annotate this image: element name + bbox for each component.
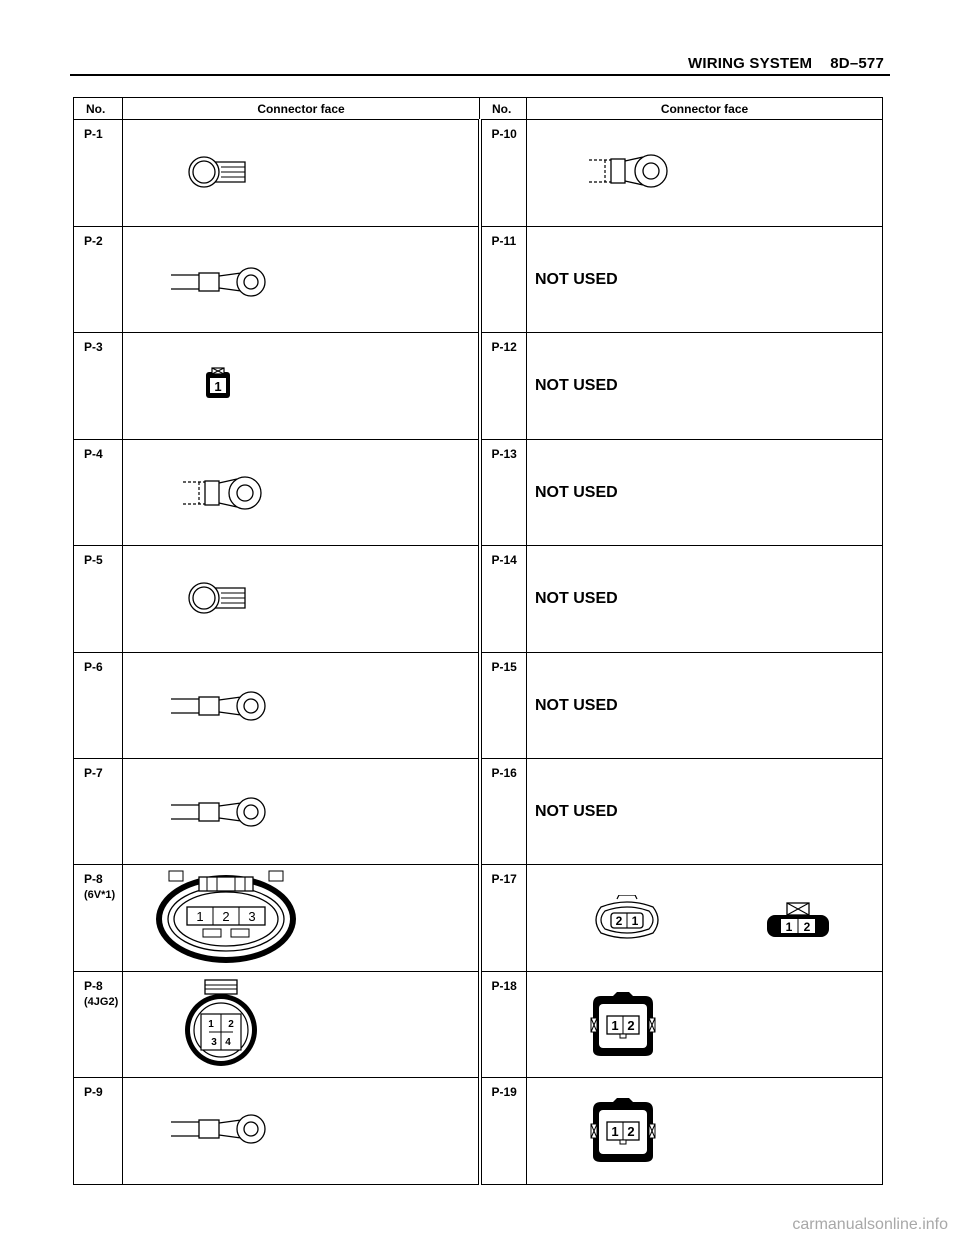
connector-id: P-11 (491, 233, 517, 248)
connector-id: P-1 (84, 127, 103, 142)
connector-id: P-14 (491, 553, 517, 568)
connector-id: P-4 (84, 446, 103, 461)
ring-terminal-wire-icon (169, 265, 279, 299)
connector-number: P-8 (84, 872, 103, 887)
page-number: 8D–577 (830, 55, 884, 72)
not-used-label: NOT USED (535, 270, 618, 288)
pin-label: 2 (627, 1017, 635, 1033)
two-pin-connector-small-icon (763, 901, 833, 945)
connector-id: P-18 (491, 978, 517, 993)
connector-id: P-3 (84, 340, 103, 355)
connector-variant: (4JG2) (84, 995, 119, 1008)
not-used-label: NOT USED (535, 377, 618, 395)
not-used-label: NOT USED (535, 590, 618, 608)
pin-label: 2 (803, 920, 811, 935)
table-row (74, 226, 883, 332)
not-used-label: NOT USED (535, 483, 618, 501)
table-row (74, 439, 883, 545)
col-header-no: No. (74, 98, 123, 120)
oval-three-pin-connector-icon (151, 869, 301, 969)
pin-label: 3 (248, 909, 256, 925)
table-row (74, 865, 883, 971)
header-rule (70, 74, 890, 76)
connector-id (74, 865, 122, 902)
connector-id: P-17 (491, 872, 517, 887)
col-header-face: Connector face (123, 98, 480, 120)
pin-label: 2 (615, 914, 623, 929)
page-header (688, 55, 884, 72)
connector-table (73, 97, 883, 1185)
table-row (74, 971, 883, 1077)
connector-number: P-8 (84, 978, 103, 993)
table-row (74, 759, 883, 865)
connector-id: P-15 (491, 659, 517, 674)
ring-terminal-crimp-icon (179, 473, 269, 513)
pin-label: 1 (631, 914, 639, 929)
square-two-pin-connector-icon (587, 1098, 659, 1164)
table-row (74, 546, 883, 652)
connector-id: P-2 (84, 233, 103, 248)
table-row (74, 120, 883, 226)
single-pin-connector-icon (203, 367, 233, 401)
ring-terminal-wire-icon (169, 689, 279, 723)
connector-id: P-16 (491, 766, 517, 780)
pin-label: 1 (208, 1018, 214, 1030)
table-row (74, 652, 883, 758)
connector-id: P-19 (491, 1085, 517, 1100)
pin-label: 1 (196, 909, 204, 925)
table-header-row (74, 98, 883, 120)
connector-id: P-7 (84, 766, 103, 780)
round-four-pin-connector-icon (183, 978, 263, 1070)
watermark: carmanualsonline.info (792, 1216, 948, 1233)
pin-label: 2 (627, 1124, 635, 1140)
ring-terminal-crimp-icon (585, 151, 675, 191)
connector-id: P-10 (491, 127, 517, 142)
pin-label: 1 (611, 1017, 619, 1033)
pin-label: 2 (228, 1018, 234, 1030)
connector-id: P-5 (84, 553, 103, 568)
pin-label: 3 (211, 1036, 217, 1048)
not-used-label: NOT USED (535, 696, 618, 714)
pin-label: 2 (222, 909, 230, 925)
table-row (74, 1078, 883, 1185)
section-title: WIRING SYSTEM (687, 55, 813, 72)
not-used-label: NOT USED (535, 803, 618, 820)
connector-id: P-12 (491, 340, 517, 355)
connector-id: P-9 (84, 1085, 103, 1100)
ring-terminal-forked-icon (187, 152, 257, 192)
connector-variant: (6V*1) (84, 889, 116, 902)
pin-label: 1 (214, 379, 222, 395)
square-two-pin-connector-icon (587, 992, 659, 1058)
pin-label: 1 (611, 1124, 619, 1140)
ring-terminal-forked-icon (187, 578, 257, 618)
pin-label: 1 (785, 920, 793, 935)
ring-terminal-wire-icon (169, 795, 279, 829)
col-header-no-right: No. (480, 98, 527, 120)
connector-id: P-13 (491, 446, 517, 461)
col-header-face-right: Connector face (527, 98, 883, 120)
connector-id (74, 972, 122, 1009)
pin-label: 4 (225, 1036, 231, 1048)
ring-terminal-wire-icon (169, 1112, 279, 1146)
connector-id: P-6 (84, 659, 103, 674)
table-row (74, 333, 883, 439)
two-pin-connector-icon (589, 895, 665, 945)
